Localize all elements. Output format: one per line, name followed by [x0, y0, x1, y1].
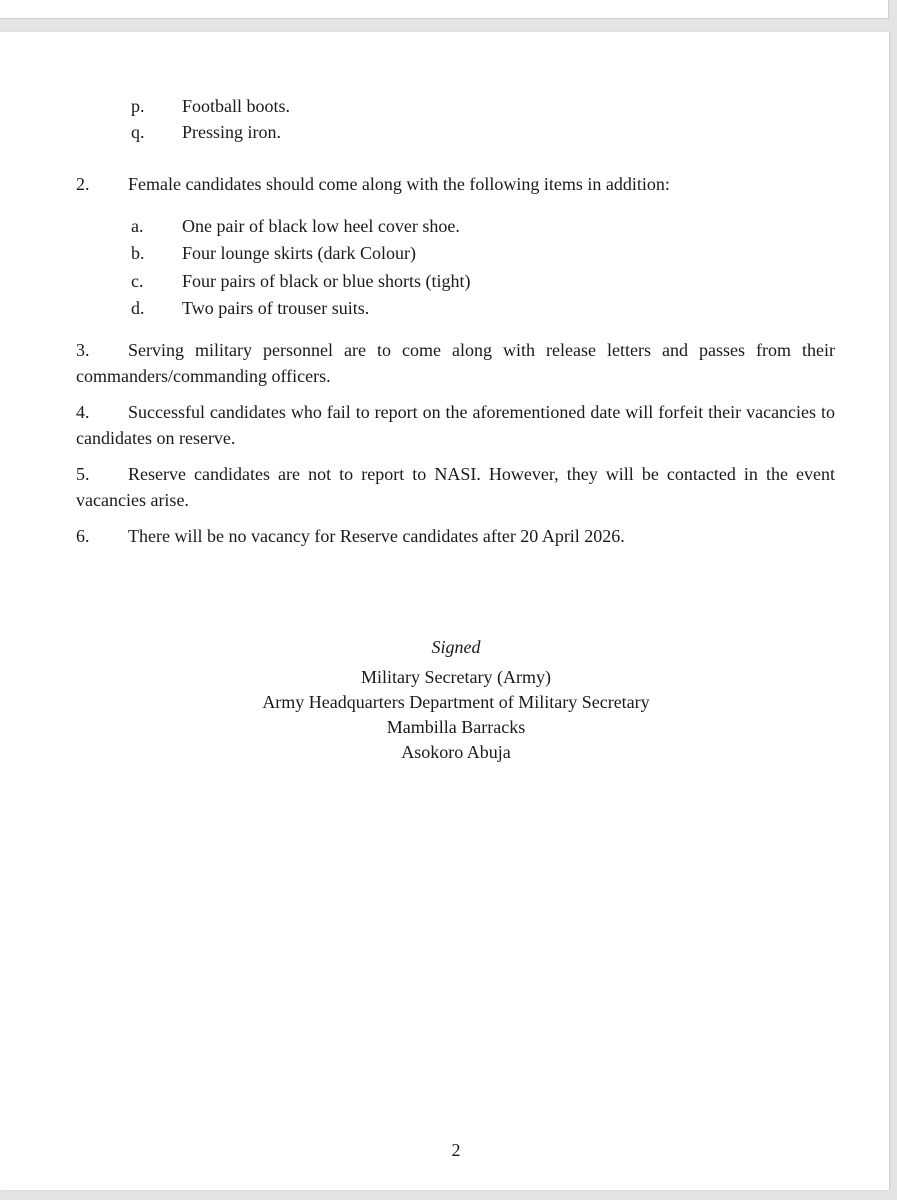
list-item-letter: p.: [131, 96, 145, 116]
page-number: 2: [451, 1140, 461, 1160]
paragraph-number: 2.: [76, 174, 90, 194]
signatory-barracks: Mambilla Barracks: [386, 717, 526, 737]
paragraph-number: 5.: [76, 464, 90, 484]
paragraph: [76, 337, 835, 389]
list-item-letter: a.: [131, 216, 144, 236]
signatory-location: Asokoro Abuja: [401, 742, 511, 762]
paragraph: [76, 461, 835, 513]
list-item-text: One pair of black low heel cover shoe.: [182, 216, 460, 236]
paragraph-text: Female candidates should come along with the following items in addition:: [128, 174, 670, 194]
list-item-letter: d.: [131, 298, 145, 318]
paragraph-number: 3.: [76, 340, 90, 360]
paragraph-text: Reserve candidates are not to report to NASI. However, they will be contacted in the event vacancies arise.: [76, 464, 835, 510]
paragraph-number: 4.: [76, 402, 90, 422]
list-item-text: Four lounge skirts (dark Colour): [182, 243, 416, 263]
paragraph-text: There will be no vacancy for Reserve candidates after 20 April 2026.: [128, 526, 625, 546]
list-item-letter: b.: [131, 243, 145, 263]
list-item-text: Four pairs of black or blue shorts (tight): [182, 271, 471, 291]
list-item-text: Pressing iron.: [182, 122, 281, 142]
list-item-letter: c.: [131, 271, 144, 291]
document-page: [0, 32, 890, 1190]
paragraph-number: 6.: [76, 526, 90, 546]
previous-page-edge: [0, 0, 889, 19]
signed-label: Signed: [431, 637, 481, 657]
list-item-letter: q.: [131, 122, 145, 142]
signatory-department: Army Headquarters Department of Military Secretary: [262, 692, 650, 712]
paragraph-text: Serving military personnel are to come along with release letters and passes from their commanders/commanding officers.: [76, 340, 835, 386]
paragraph-text: Successful candidates who fail to report on the aforementioned date will forfeit their vacancies to candidates on reserve.: [76, 402, 835, 448]
list-item-text: Two pairs of trouser suits.: [182, 298, 370, 318]
signatory-title: Military Secretary (Army): [361, 667, 551, 687]
paragraph: [76, 399, 835, 451]
list-item-text: Football boots.: [182, 96, 291, 116]
